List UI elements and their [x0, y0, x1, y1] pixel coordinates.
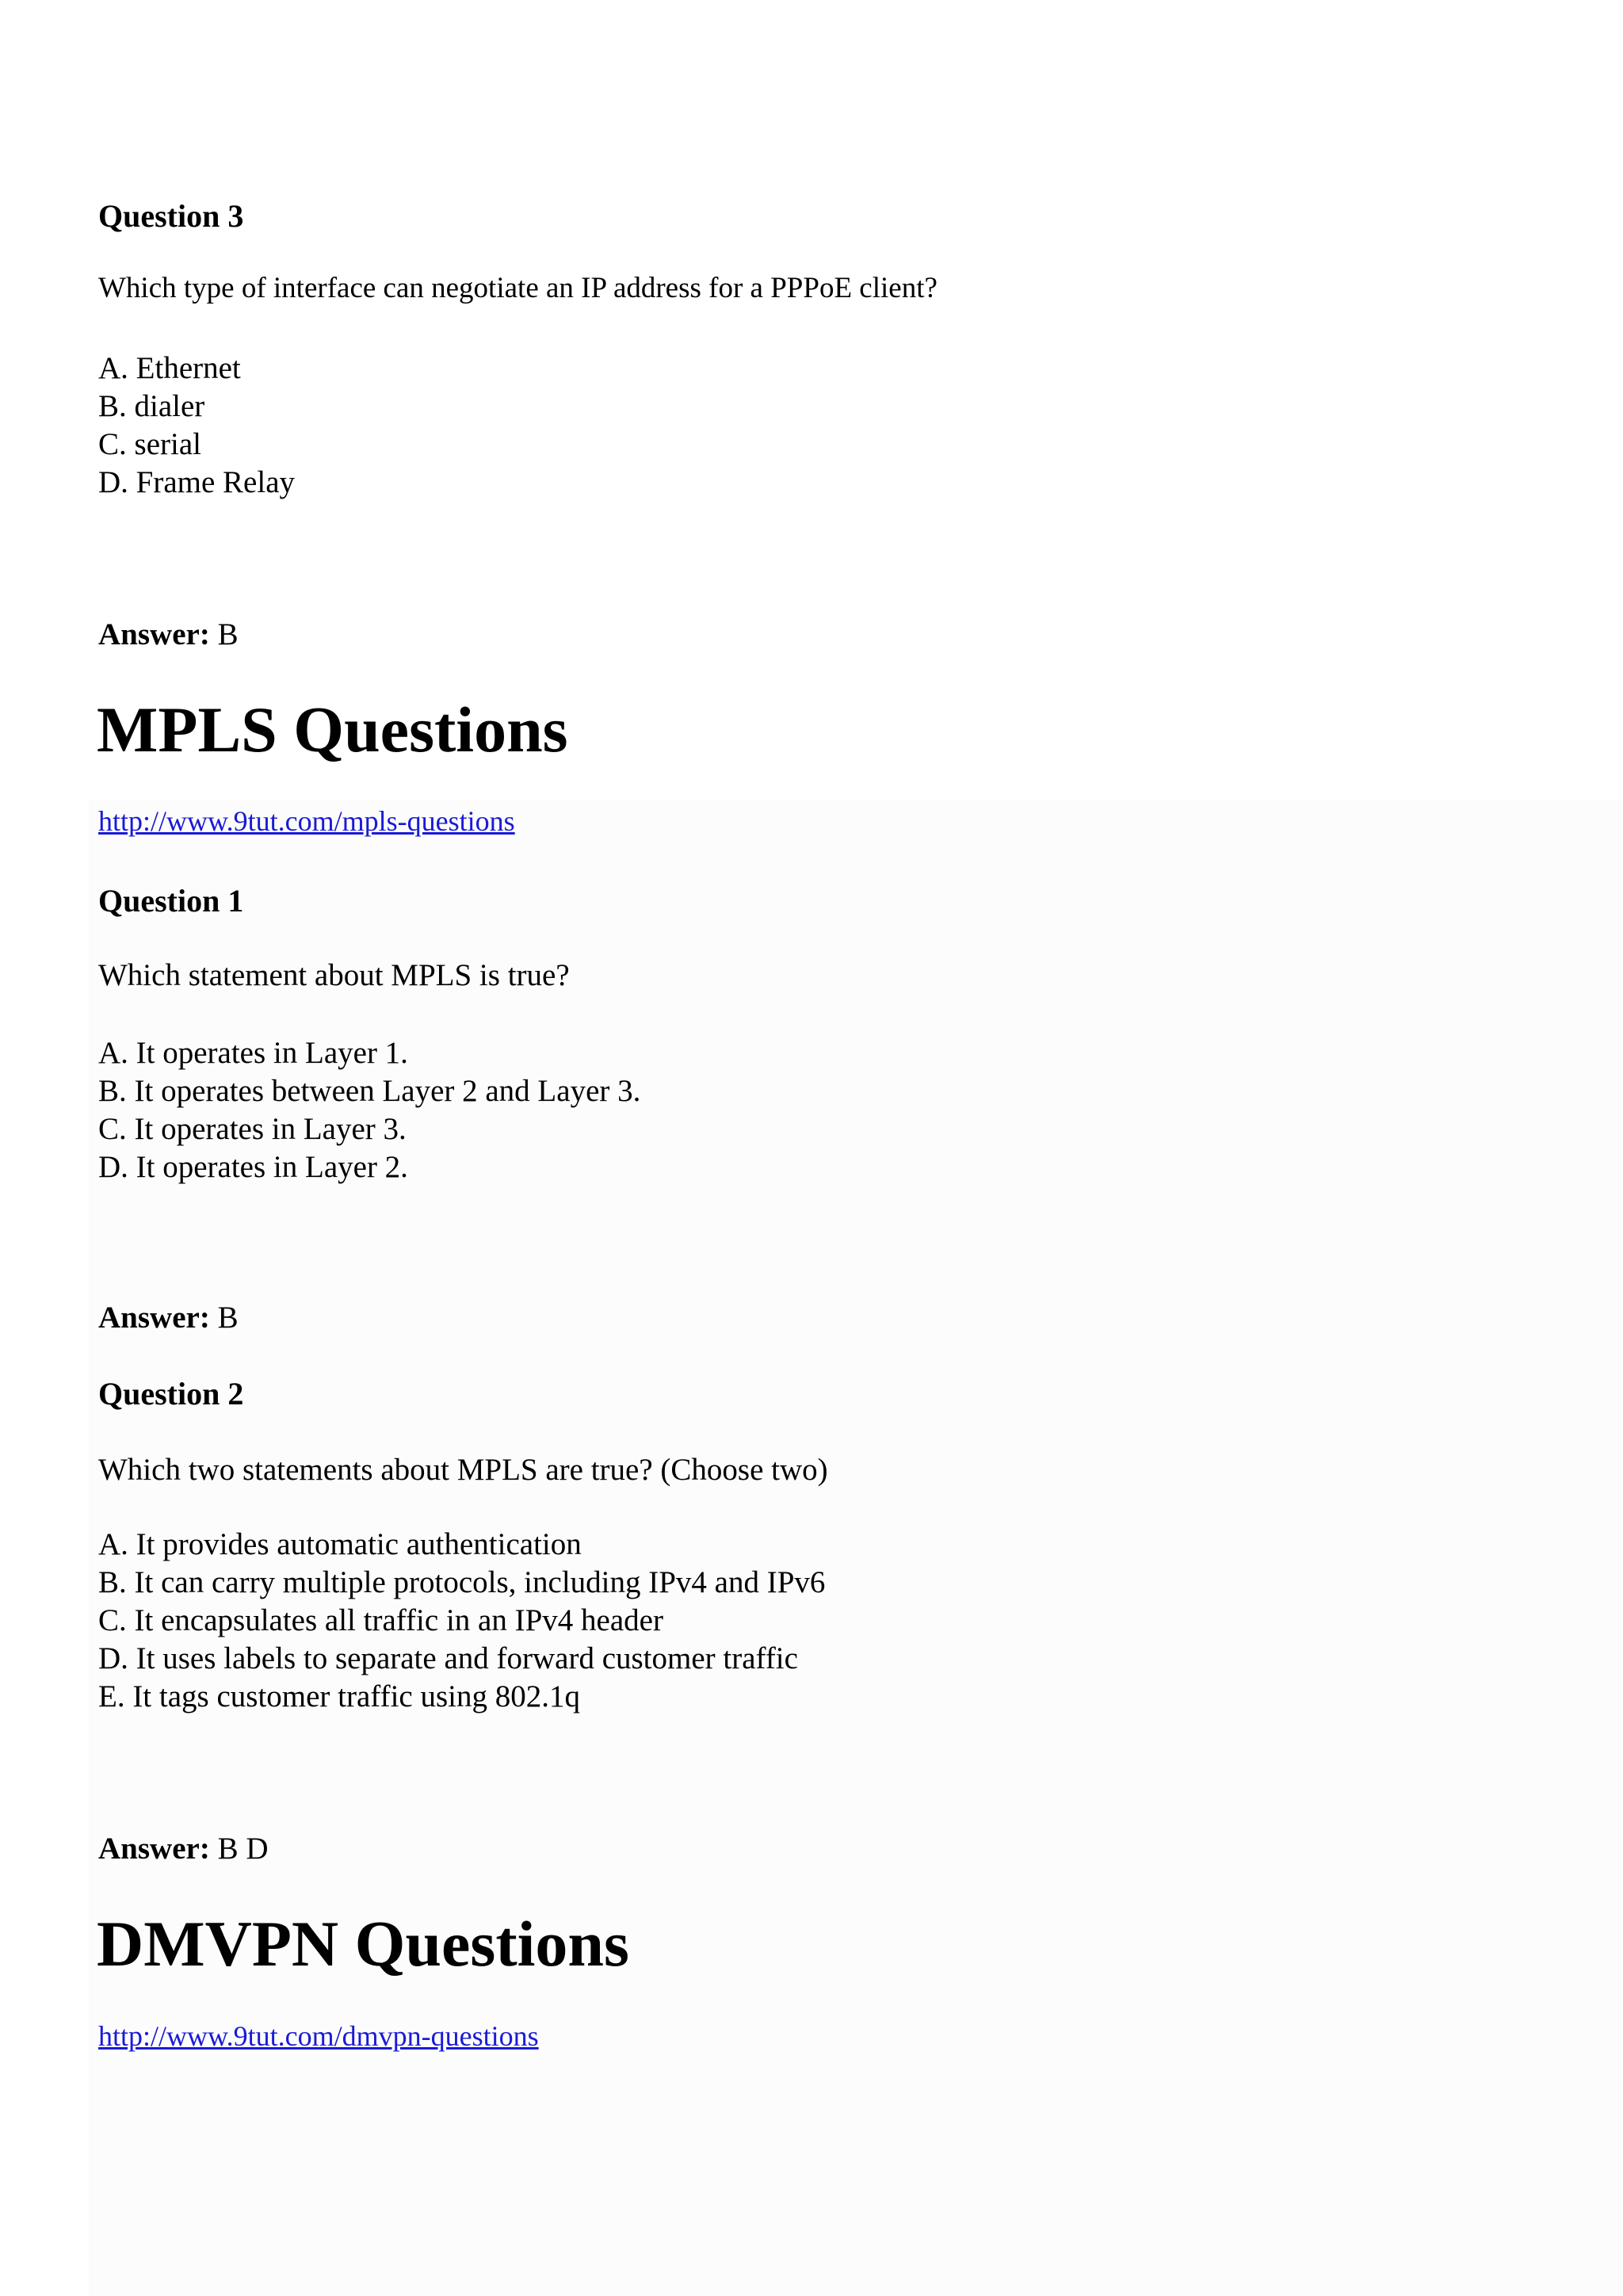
mpls-section-heading: MPLS Questions — [97, 693, 568, 766]
answer-value: B — [209, 617, 239, 651]
mpls-question-1-answer — [98, 1302, 239, 1333]
mpls-question-1-title: Question 1 — [98, 883, 244, 919]
mpls-question-2-option-b: B. It can carry multiple protocols, including IPv4 and IPv6 — [98, 1565, 826, 1599]
answer-label: Answer: — [98, 617, 210, 651]
answer-label: Answer: — [98, 1832, 210, 1866]
answer-value: B — [209, 1301, 239, 1335]
mpls-question-2-option-e: E. It tags customer traffic using 802.1q — [98, 1679, 580, 1713]
dmvpn-section-heading: DMVPN Questions — [97, 1908, 629, 1980]
mpls-question-2-option-c: C. It encapsulates all traffic in an IPv4 header — [98, 1603, 663, 1637]
question-3-answer — [98, 619, 239, 650]
mpls-question-2-option-d: D. It uses labels to separate and forward customer traffic — [98, 1641, 798, 1675]
mpls-question-2-title: Question 2 — [98, 1376, 244, 1412]
mpls-question-2-answer — [98, 1833, 269, 1864]
question-3-option-b: B. dialer — [98, 389, 205, 423]
dmvpn-questions-link[interactable]: http://www.9tut.com/dmvpn-questions — [98, 2020, 539, 2052]
question-3-option-c: C. serial — [98, 427, 201, 461]
mpls-question-1-option-b: B. It operates between Layer 2 and Layer 3. — [98, 1074, 641, 1108]
question-3-text: Which type of interface can negotiate an IP address for a PPPoE client? — [98, 272, 938, 304]
question-3-option-a: A. Ethernet — [98, 351, 241, 385]
mpls-question-1-option-a: A. It operates in Layer 1. — [98, 1036, 408, 1070]
question-3-title: Question 3 — [98, 198, 244, 234]
mpls-questions-link[interactable]: http://www.9tut.com/mpls-questions — [98, 805, 515, 837]
mpls-question-1-text: Which statement about MPLS is true? — [98, 958, 570, 992]
answer-label: Answer: — [98, 1301, 210, 1335]
mpls-question-2-text: Which two statements about MPLS are true? (Choose two) — [98, 1453, 828, 1487]
mpls-question-1-option-c: C. It operates in Layer 3. — [98, 1112, 407, 1146]
question-3-option-d: D. Frame Relay — [98, 465, 296, 499]
answer-value: B D — [209, 1832, 269, 1866]
mpls-question-2-option-a: A. It provides automatic authentication — [98, 1527, 582, 1561]
mpls-question-1-option-d: D. It operates in Layer 2. — [98, 1150, 408, 1184]
